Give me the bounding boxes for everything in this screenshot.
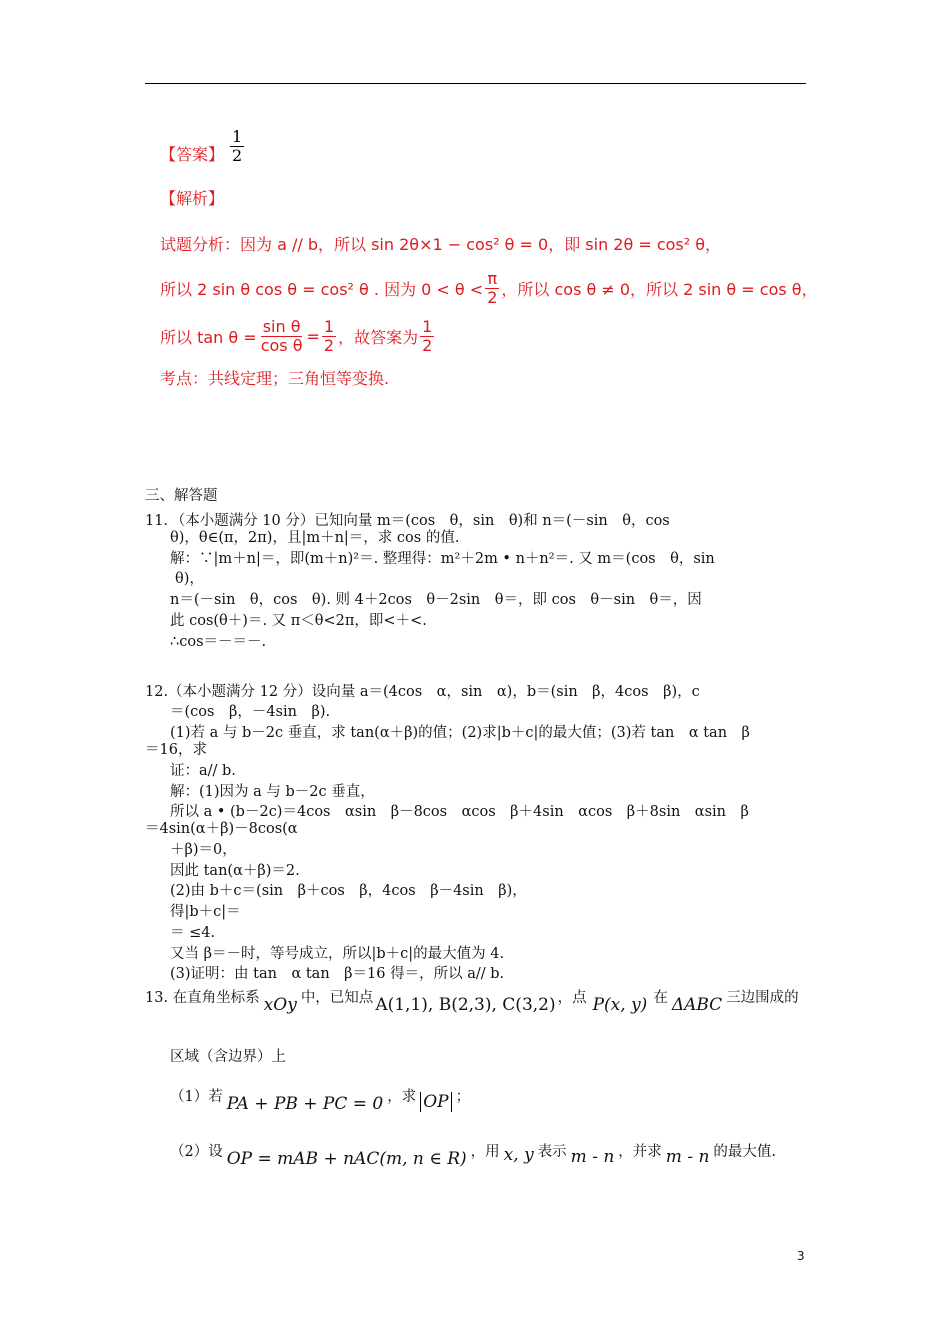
q13-part2-d: ，并求: [618, 1144, 662, 1160]
analysis-line3-f3-num: 1: [422, 317, 433, 336]
q12-line1: 12.（本小题满分 12 分）设向量 a＝(4cos α，sin α)，b＝(sin β，4cos β)，c: [145, 684, 700, 700]
q13-line1-e: 三边围成的: [726, 990, 799, 1006]
q13-line2: 区域（含边界）上: [170, 1049, 286, 1065]
answer-label: 【答案】: [160, 145, 225, 164]
analysis-line2-a: 所以 2 sin θ cos θ = cos² θ . 因为 0 < θ <: [160, 279, 484, 299]
analysis-line1: 试题分析：因为 a // b，所以 sin 2θ×1 − cos² θ = 0，即 sin 2θ = cos² θ，: [160, 235, 722, 254]
header-rule: [145, 83, 806, 84]
q13-line1-a: 13. 在直角坐标系: [145, 990, 260, 1006]
analysis-label: 【解析】: [160, 189, 225, 208]
answer-num: 1: [232, 127, 243, 146]
analysis-line3: [160, 318, 436, 354]
q13-part2-mn2: m - n: [665, 1147, 710, 1167]
analysis-line3-f3-den: 2: [422, 335, 433, 355]
q12-line4: ＝16，求: [145, 742, 207, 758]
analysis-line3-f1-num: sin θ: [262, 317, 301, 336]
q13-triangle: ΔABC: [671, 995, 723, 1015]
q11-line6: 此 cos(θ＋)＝. 又 π＜θ<2π，即<＋<.: [170, 613, 427, 629]
q13-part2-e: 的最大值.: [713, 1144, 777, 1160]
q13-part2: [170, 1140, 777, 1169]
q12-line2: ＝(cos β，－4sin β).: [170, 704, 331, 720]
q13-line1: [145, 986, 799, 1015]
analysis-line2: [160, 270, 818, 306]
q12-line10: 因此 tan(α＋β)＝2.: [170, 863, 300, 879]
analysis-line2-num: π: [487, 269, 498, 288]
q11-line2: θ)，θ∈(π，2π)，且|m＋n|＝，求 cos 的值.: [170, 530, 460, 546]
q12-line6: 解：(1)因为 a 与 b－2c 垂直，: [170, 784, 375, 800]
q13-point-p: P(x, y): [592, 995, 648, 1015]
analysis-line2-den: 2: [487, 287, 498, 307]
q13-part2-a: （2）设: [170, 1144, 223, 1160]
analysis-line3-f2-den: 2: [323, 335, 335, 355]
q11-line5: n＝(－sin θ，cos θ). 则 4＋2cos θ－2sin θ＝，即 cos θ－sin θ＝，因: [170, 592, 702, 608]
q13-part1-expr: PA + PB + PC = 0: [226, 1094, 384, 1114]
q13-part1-c: ；: [455, 1089, 471, 1105]
q13-points: A(1,1), B(2,3), C(3,2): [375, 995, 556, 1015]
q12-line3: (1)若 a 与 b－2c 垂直，求 tan(α＋β)的值；(2)求|b＋c|的最大值；(3)若 tan α tan β: [170, 725, 750, 741]
q12-line12: 得|b＋c|＝: [170, 904, 241, 920]
answer-fraction: [228, 128, 246, 164]
q11-line3: 解：∵|m＋n|＝，即(m＋n)²＝. 整理得：m²＋2m • n＋n²＝. 又 m＝(cos θ，sin: [170, 551, 715, 567]
q13-part2-xy: x, y: [503, 1145, 534, 1165]
q13-part1: [170, 1085, 471, 1114]
q13-xoy: xOy: [263, 995, 297, 1015]
q12-line11: (2)由 b＋c＝(sin β＋cos β，4cos β－4sin β)，: [170, 883, 527, 899]
q13-part2-b: ，用: [470, 1144, 500, 1160]
q12-line13: ＝ ≤4.: [170, 925, 216, 941]
analysis-line3-eq: =: [306, 326, 320, 346]
q12-line15: (3)证明：由 tan α tan β＝16 得＝，所以 a// b.: [170, 966, 505, 982]
q11-line1: 11．（本小题满分 10 分）已知向量 m＝(cos θ，sin θ)和 n＝(－sin θ，cos: [145, 513, 670, 529]
q12-line8: ＝4sin(α＋β)－8cos(α: [145, 821, 298, 837]
q13-line1-b: 中，已知点: [300, 990, 374, 1006]
analysis-line4: 考点：共线定理；三角恒等变换.: [160, 369, 390, 388]
q13-part2-mn: m - n: [570, 1147, 615, 1167]
q13-part2-expr: OP = mAB + nAC(m, n ∈ R): [226, 1149, 467, 1169]
q11-line4: θ)，: [175, 571, 204, 587]
section-title: 三、解答题: [145, 488, 218, 504]
q13-part1-op: OP: [420, 1092, 451, 1112]
q13-line1-d: 在: [653, 990, 668, 1006]
analysis-line2-b: ，所以 cos θ ≠ 0，所以 2 sin θ = cos θ，: [501, 279, 818, 299]
analysis-line3-b: ，故答案为: [338, 327, 419, 347]
q12-line5: 证：a// b.: [170, 763, 236, 779]
page-number: 3: [797, 1249, 805, 1263]
q12-line7: 所以 a • (b－2c)＝4cos αsin β－8cos αcos β＋4sin αcos β＋8sin αsin β: [170, 804, 749, 820]
analysis-line3-a: 所以 tan θ =: [160, 327, 257, 347]
q11-line7: ∴cos＝－＝－.: [170, 634, 267, 650]
q13-part2-c: 表示: [537, 1144, 567, 1160]
q13-line1-c: ，点: [557, 990, 587, 1006]
analysis-line3-f1-den: cos θ: [260, 335, 303, 355]
q12-line14: 又当 β＝－时，等号成立，所以|b＋c|的最大值为 4.: [170, 946, 505, 962]
q13-part1-b: ，求: [387, 1089, 417, 1105]
analysis-line3-f2-num: 1: [323, 317, 335, 336]
q12-line9: ＋β)＝0，: [170, 842, 237, 858]
q13-part1-a: （1）若: [170, 1089, 223, 1105]
answer-den: 2: [232, 145, 243, 165]
